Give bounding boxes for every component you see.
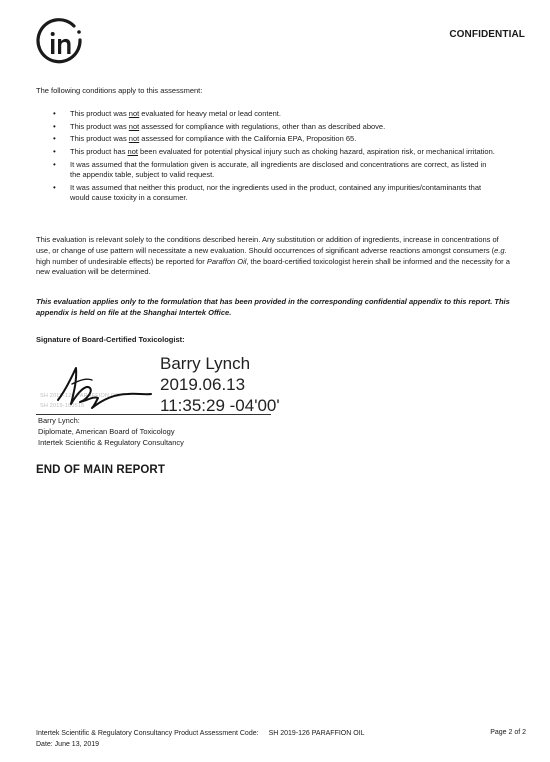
bullet-icon: • (53, 159, 56, 169)
signature-heading: Signature of Board-Certified Toxicologist: (36, 335, 185, 344)
page-number: Page 2 of 2 (490, 729, 526, 736)
bullet-icon: • (53, 147, 56, 157)
digital-signature-date: 2019.06.13 (160, 375, 246, 394)
signatory-details (38, 416, 184, 448)
conditions-list (36, 109, 496, 206)
appendix-note-paragraph: This evaluation applies only to the formulation that has been provided in the corresponding confidential appendix to this report. This appendix is held on file at the Shanghai Intertek Office. (36, 297, 510, 317)
condition-item: • This product was not evaluated for heavy metal or lead content. (53, 109, 281, 118)
handwritten-signature (36, 360, 161, 415)
digital-signature-name: Barry Lynch (160, 354, 251, 373)
condition-item: • It was assumed that the formulation given is accurate, all ingredients are disclosed and concentrations are correct, as listed in the appendix table, subject to valid request. (53, 159, 487, 180)
signatory-title: Diplomate, American Board of Toxicology (38, 426, 175, 436)
conditions-intro: The following conditions apply to this assessment: (36, 86, 203, 95)
condition-item: • This product has not been evaluated for potential physical injury such as choking hazard, aspiration risk, or mechanical irritation. (53, 147, 495, 157)
condition-item: • It was assumed that neither this product, nor the ingredients used in the product, contained any impurities/contaminants that would cause toxicity in a consumer. (53, 182, 482, 203)
signature-watermark-line: SH 2019-126 PARAFFION OIL (40, 393, 121, 399)
evaluation-scope-paragraph: This evaluation is relevant solely to the conditions described herein. Any substitution or addition of ingredients, increase in concentrations of use, or change of use pattern will necessitate a new evaluation. Should occurrences of significant adverse reactions amongst consumers (e.g. high number of undesirable effects) be reported for Paraffon Oil, the board-certified toxicologist herein shall be informed and the necessity for a new evaluation will be determined. (36, 235, 510, 277)
page-footer (36, 729, 365, 750)
signature-watermark-line: SH 2019-100515 (40, 403, 85, 409)
footer-assessment-label: Intertek Scientific & Regulatory Consultancy Product Assessment Code: (36, 730, 259, 737)
bullet-icon: • (53, 121, 56, 131)
end-of-report-heading: END OF MAIN REPORT (36, 464, 165, 476)
signatory-name: Barry Lynch: (38, 416, 80, 425)
bullet-icon: • (53, 109, 56, 118)
footer-date: Date: June 13, 2019 (36, 740, 100, 748)
signature-line (36, 414, 271, 415)
condition-item: • This product was not assessed for compliance with the California EPA, Proposition 65. (53, 134, 357, 144)
bullet-icon: • (53, 134, 56, 144)
confidential-label: CONFIDENTIAL (449, 29, 525, 40)
bullet-icon: • (53, 182, 56, 192)
signatory-organization: Intertek Scientific & Regulatory Consultancy (38, 437, 184, 447)
digital-signature-time: 11:35:29 -04'00' (160, 396, 280, 415)
intertek-logo (34, 18, 84, 68)
footer-assessment-code: SH 2019-126 PARAFFION OIL (268, 730, 365, 737)
condition-item: • This product was not assessed for compliance with regulations, other than as described above. (53, 121, 386, 131)
